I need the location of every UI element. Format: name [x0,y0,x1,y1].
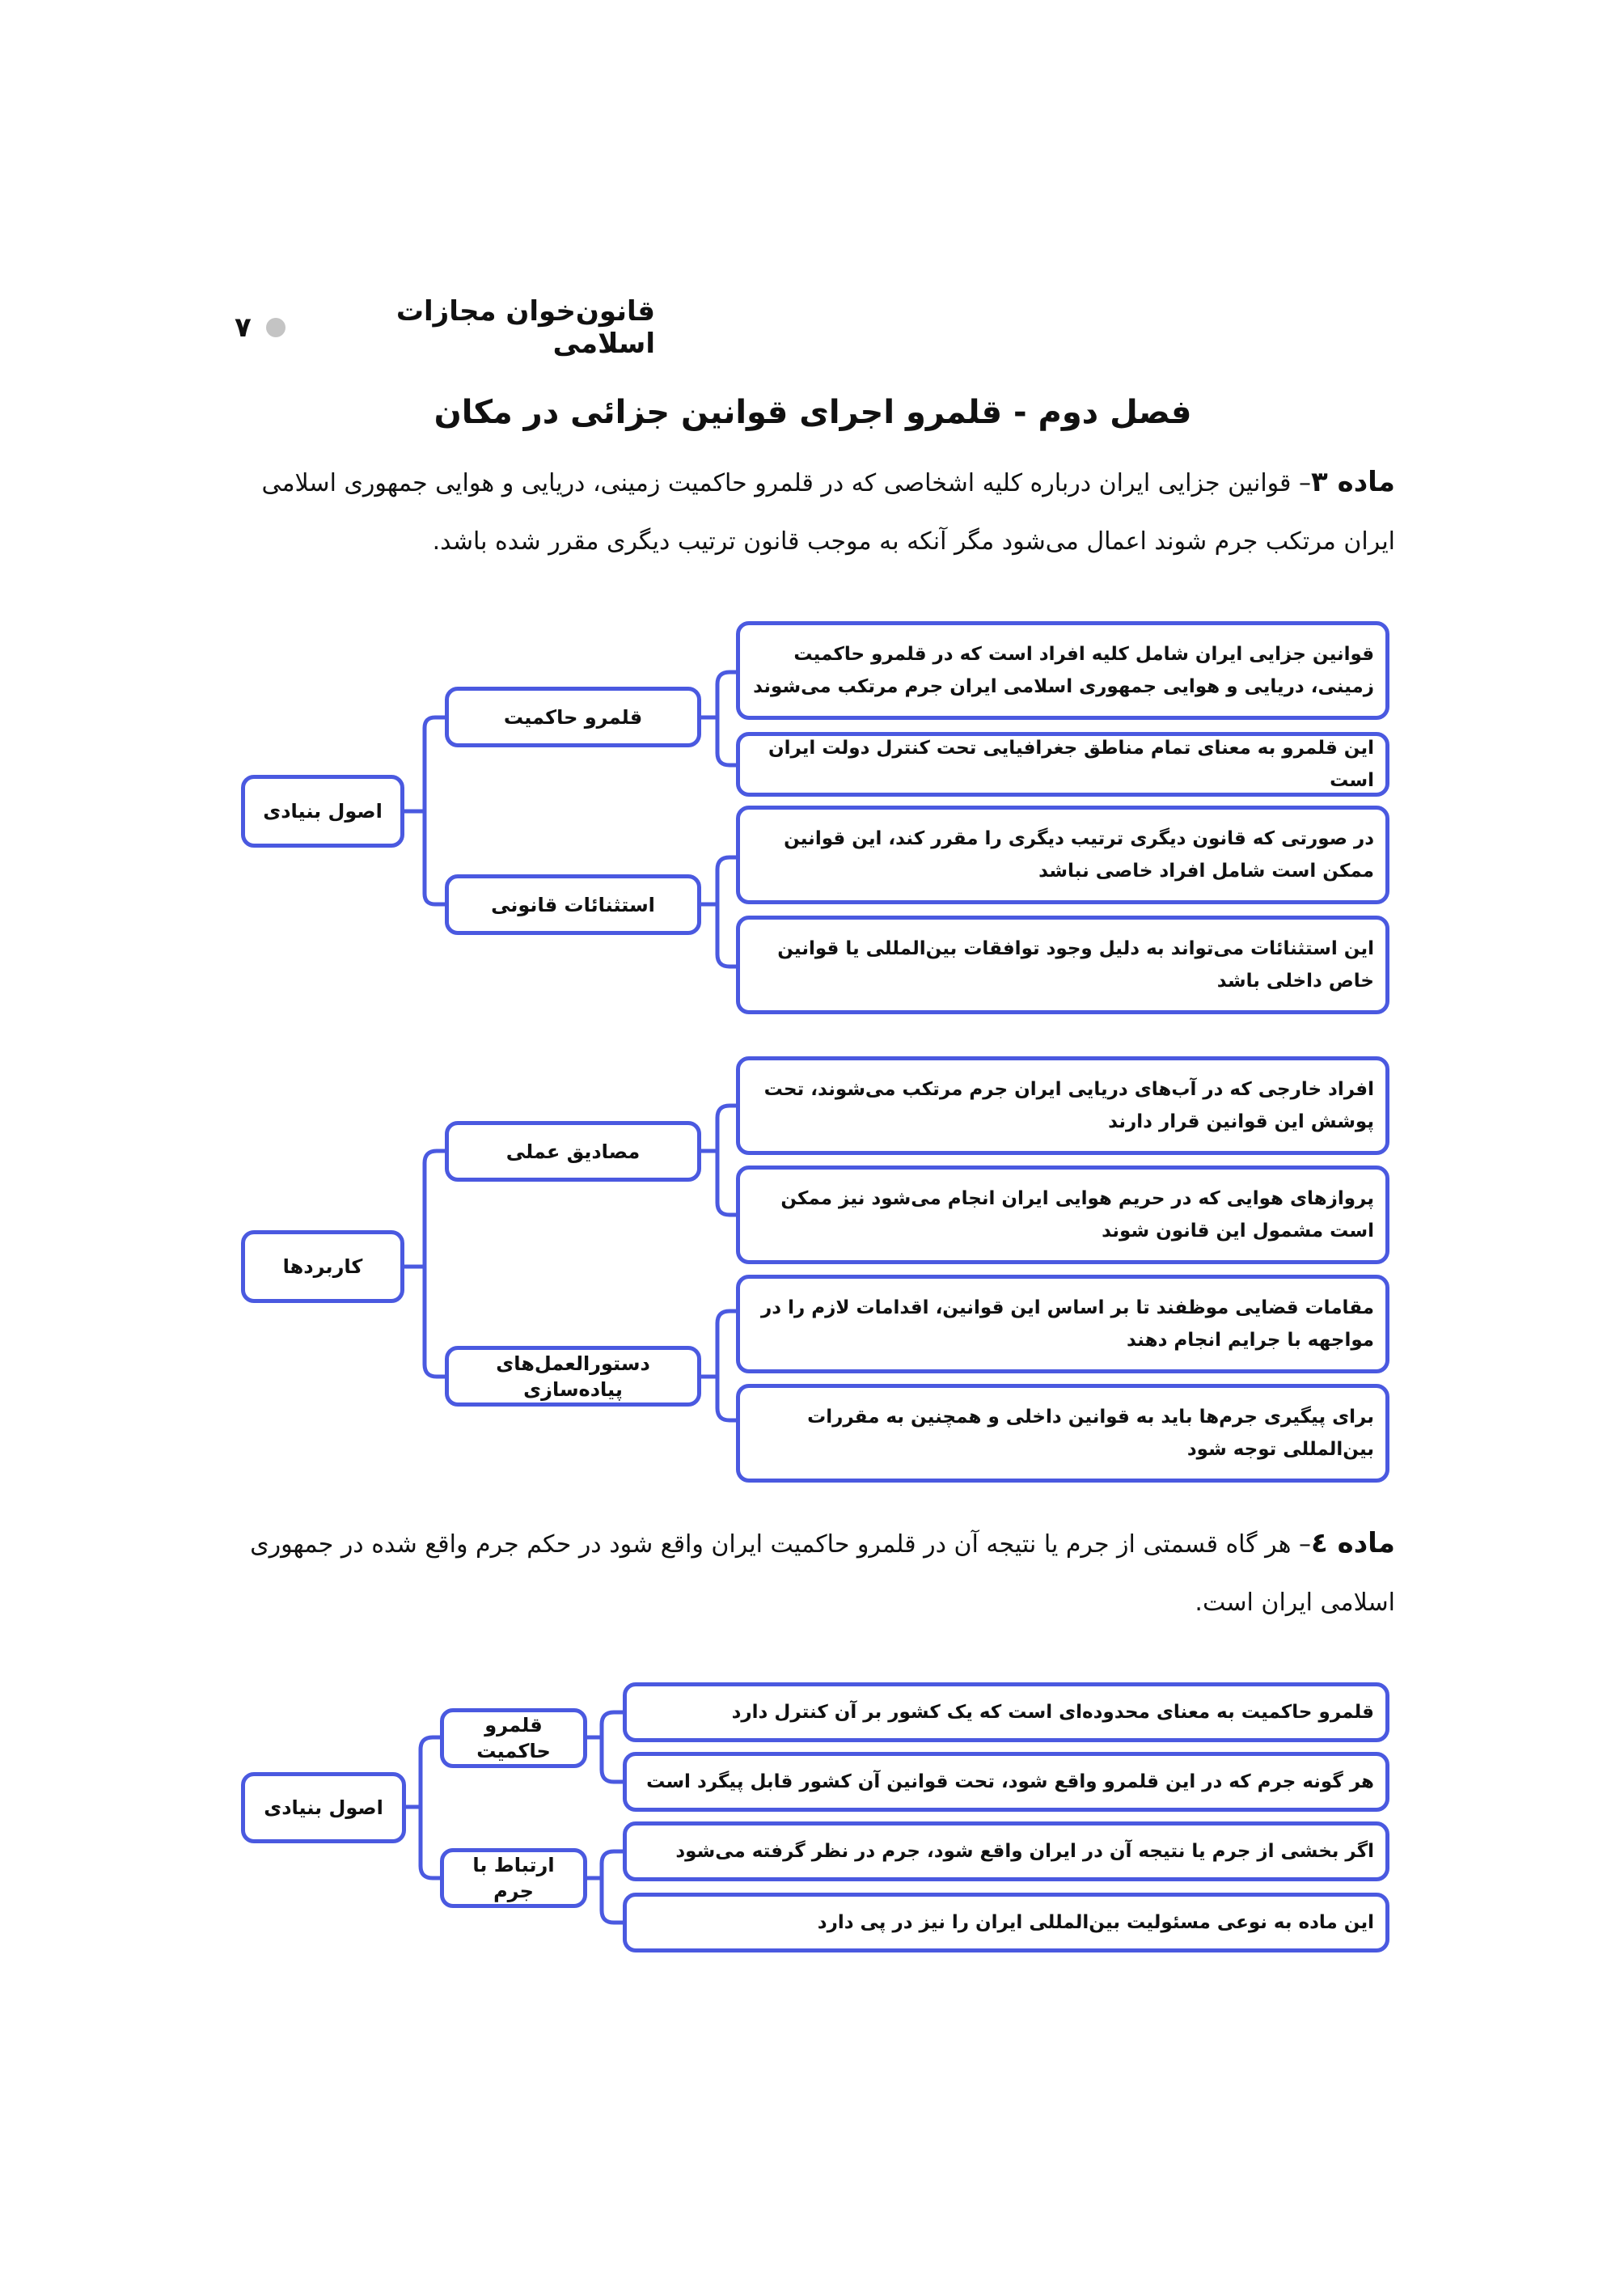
article-4-label: ماده ٤ [1311,1527,1395,1559]
leaf-node: این استثنائات می‌تواند به دلیل وجود توافقات بین‌المللی یا قوانین خاص داخلی باشد [736,916,1389,1014]
connector [700,1106,740,1215]
bullet-dot-icon [266,318,285,337]
connector [586,1851,627,1923]
article-3-label: ماده ۳ [1311,466,1395,498]
article-4-text: – هر گاه قسمتی از جرم یا نتیجه آن در قلمرو حاکمیت ایران واقع شود در حکم جرم واقع شده در جمهوری اسلامی ایران است. [250,1530,1395,1617]
root-node: اصول بنیادی [241,775,404,848]
root-node: کاربردها [241,1230,404,1303]
chapter-title: فصل دوم - قلمرو اجرای قوانین جزائی در مکان [433,394,1192,431]
leaf-node: مقامات قضایی موظفند تا بر اساس این قوانین، اقدامات لازم را در مواجهه با جرایم انجام دهند [736,1275,1389,1373]
page-number: ۷ [235,311,252,344]
connector [404,1737,442,1878]
branch-node: قلمرو حاکمیت [445,687,701,747]
leaf-node: قوانین جزایی ایران شامل کلیه افراد است که در قلمرو حاکمیت زمینی، دریایی و هوایی جمهوری اسلامی ایران جرم مرتکب می‌شوند [736,621,1389,720]
leaf-node: پروازهای هوایی که در حریم هوایی ایران انجام می‌شود نیز ممکن است مشمول این قانون شوند [736,1166,1389,1264]
connector [700,857,740,967]
connector [700,1311,740,1420]
leaf-node: افراد خارجی که در آب‌های دریایی ایران جرم مرتکب می‌شوند، تحت پوشش این قوانین قرار دارند [736,1056,1389,1155]
branch-node: مصادیق عملی [445,1121,701,1182]
leaf-node: این قلمرو به معنای تمام مناطق جغرافیایی تحت کنترل دولت ایران است [736,732,1389,797]
article-4 [239,1514,1395,1632]
branch-node: ارتباط با جرم [440,1848,587,1908]
leaf-node: برای پیگیری جرم‌ها باید به قوانین داخلی و همچنین به مقررات بین‌المللی توجه شود [736,1384,1389,1483]
leaf-node: این ماده به نوعی مسئولیت بین‌المللی ایران را نیز در پی دارد [623,1893,1389,1952]
branch-node: استثنائات قانونی [445,874,701,935]
leaf-node: اگر بخشی از جرم یا نتیجه آن در ایران واقع شود، جرم در نظر گرفته می‌شود [623,1821,1389,1881]
book-title: قانون‌خوان مجازات اسلامی [395,295,655,360]
root-node: اصول بنیادی [241,1772,406,1843]
connector [700,672,740,765]
leaf-node: در صورتی که قانون دیگری ترتیب دیگری را مقرر کند، این قوانین ممکن است شامل افراد خاصی نباشد [736,806,1389,904]
connector [586,1712,627,1782]
connector [403,717,446,904]
article-3 [239,453,1395,571]
leaf-node: قلمرو حاکمیت به معنای محدوده‌ای است که یک کشور بر آن کنترل دارد [623,1682,1389,1742]
branch-node: قلمرو حاکمیت [440,1708,587,1768]
leaf-node: هر گونه جرم که در این قلمرو واقع شود، تحت قوانین آن کشور قابل پیگرد است [623,1752,1389,1812]
connector [403,1151,446,1377]
article-3-text: – قوانین جزایی ایران درباره کلیه اشخاصی که در قلمرو حاکمیت زمینی، دریایی و هوایی جمهوری اسلامی ایران مرتکب جرم شوند اعمال می‌شود مگر آنکه به موجب قانون ترتیب دیگری مقرر شده باشد. [261,469,1395,556]
running-header [235,295,655,360]
branch-node: دستورالعمل‌های پیاده‌سازی [445,1346,701,1407]
